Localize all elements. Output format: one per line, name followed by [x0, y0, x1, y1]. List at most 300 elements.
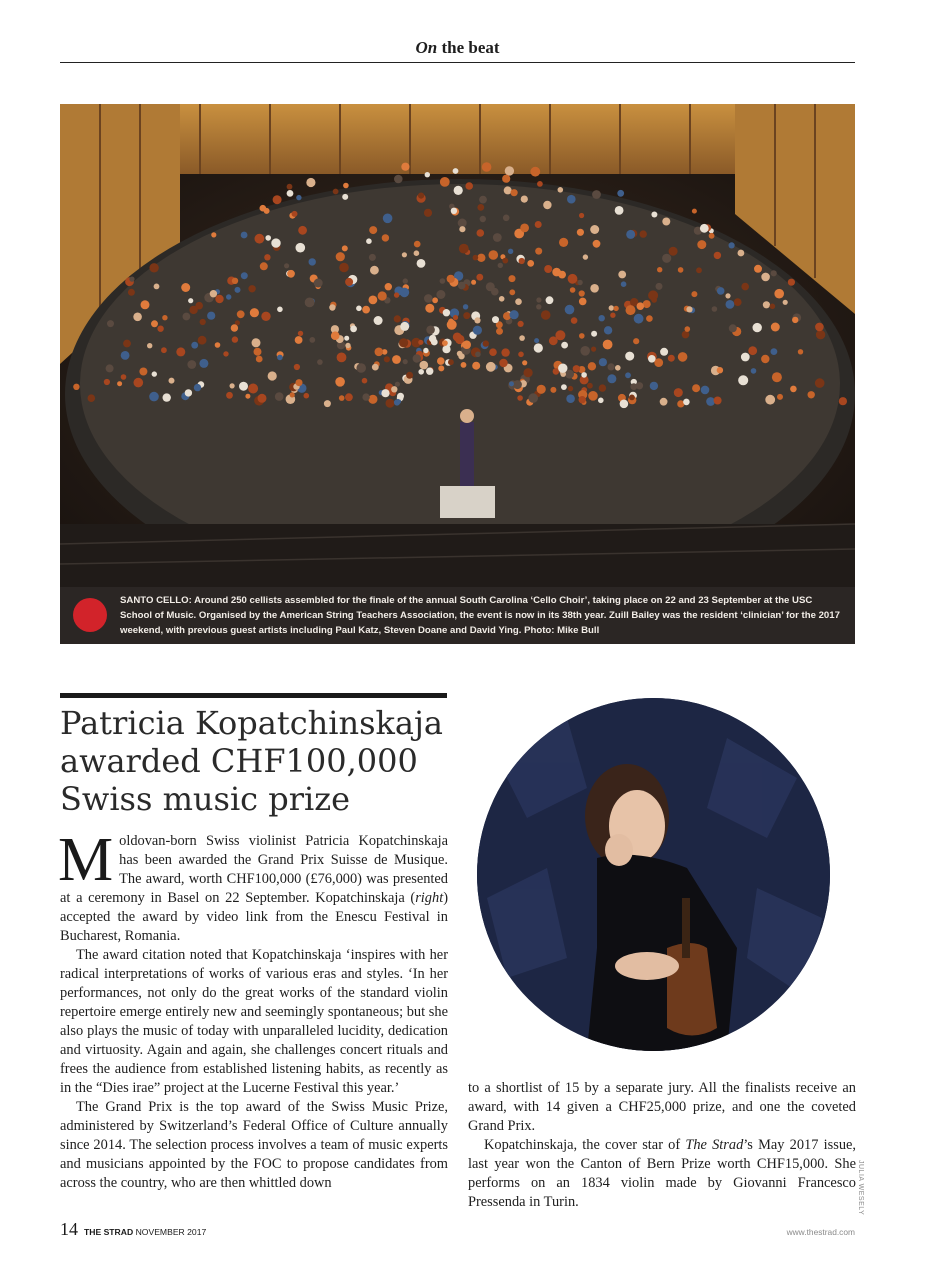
cellist-figure — [336, 252, 345, 261]
cellist-figure — [133, 313, 142, 322]
cellist-figure — [414, 241, 421, 248]
cellist-figure — [344, 336, 349, 341]
cellist-figure — [309, 258, 316, 265]
cellist-figure — [198, 336, 207, 345]
cellist-figure — [599, 358, 607, 366]
cellist-figure — [518, 352, 524, 358]
cellist-figure — [255, 234, 265, 244]
cellist-figure — [660, 348, 668, 356]
cellist-figure — [378, 291, 387, 300]
cellist-figure — [423, 348, 428, 353]
cellist-figure — [567, 195, 576, 204]
cellist-figure — [580, 346, 590, 356]
cellist-figure — [692, 384, 700, 392]
cellist-figure — [571, 317, 578, 324]
cellist-figure — [682, 331, 690, 339]
cellist-figure — [392, 355, 401, 364]
cellist-figure — [646, 315, 653, 322]
cellist-figure — [568, 386, 573, 391]
cellist-figure — [593, 240, 601, 248]
cellist-figure — [519, 258, 525, 264]
cellist-figure — [237, 310, 245, 318]
cellist-figure — [558, 187, 564, 193]
photo-credit: JULIA WESELY — [857, 1160, 864, 1216]
cellist-figure — [448, 359, 454, 365]
cellist-figure — [479, 196, 487, 204]
cellist-figure — [385, 283, 392, 290]
cellist-figure — [437, 357, 445, 365]
cellist-figure — [309, 337, 315, 343]
cellist-figure — [660, 398, 668, 406]
cellist-figure — [480, 216, 486, 222]
cellist-figure — [477, 204, 484, 211]
cellist-figure — [384, 356, 390, 362]
cellist-figure — [443, 309, 450, 316]
article-headline: Patricia Kopatchinskaja awarded CHF100,000 Swiss music prize — [60, 704, 443, 818]
cellist-figure — [573, 365, 580, 372]
cellist-figure — [121, 374, 127, 380]
cellist-figure — [748, 346, 757, 355]
cellist-figure — [414, 250, 420, 256]
cellist-figure — [290, 392, 295, 397]
cellist-figure — [753, 323, 762, 332]
cellist-figure — [403, 359, 408, 364]
cellist-figure — [561, 384, 567, 390]
cellist-figure — [486, 362, 496, 372]
cellist-figure — [640, 230, 647, 237]
cellist-figure — [248, 384, 258, 394]
cellist-figure — [489, 250, 499, 260]
cellist-figure — [617, 190, 624, 197]
cellist-figure — [534, 343, 543, 352]
cellist-figure — [152, 371, 157, 376]
cellist-figure — [696, 267, 702, 273]
cellist-figure — [345, 278, 353, 286]
cellist-figure — [482, 162, 492, 172]
cellist-figure — [629, 395, 635, 401]
cellist-figure — [413, 354, 421, 362]
cellist-figure — [200, 319, 206, 325]
cellist-figure — [117, 381, 122, 386]
cellist-figure — [599, 384, 606, 391]
cellist-figure — [729, 242, 735, 248]
cellist-figure — [451, 208, 457, 214]
cellist-figure — [402, 252, 407, 257]
cellist-figure — [701, 386, 710, 395]
cellist-figure — [550, 387, 556, 393]
cellist-figure — [657, 267, 662, 272]
cellist-figure — [588, 391, 598, 401]
cellist-figure — [591, 331, 597, 337]
cellist-figure — [463, 304, 468, 309]
cellist-figure — [615, 365, 621, 371]
cellist-figure — [121, 351, 130, 360]
cellist-figure — [521, 196, 528, 203]
cellist-figure — [425, 304, 434, 313]
cellist-figure — [706, 397, 715, 406]
cellist-figure — [417, 259, 426, 268]
cellist-figure — [162, 315, 167, 320]
cellist-figure — [391, 386, 397, 392]
cellist-figure — [394, 292, 399, 297]
p1-text-em: right — [415, 890, 444, 906]
cellist-figure — [570, 287, 576, 293]
cellist-figure — [625, 352, 634, 361]
p4-text-a: Kopatchinskaja, the cover star of — [484, 1137, 686, 1153]
cellist-figure — [499, 296, 505, 302]
cellist-figure — [128, 289, 135, 296]
cellist-figure — [426, 368, 433, 375]
cellist-figure — [370, 266, 379, 275]
cellist-figure — [662, 218, 670, 226]
cellist-figure — [394, 175, 403, 184]
cellist-figure — [256, 356, 263, 363]
cellist-figure — [442, 340, 448, 346]
cellist-figure — [461, 362, 467, 368]
cellist-figure — [486, 282, 495, 291]
cellist-figure — [568, 274, 578, 284]
cellist-figure — [232, 278, 238, 284]
cellist-figure — [343, 183, 349, 189]
cellist-figure — [277, 307, 283, 313]
cellist-figure — [374, 316, 383, 325]
drop-cap: M — [58, 826, 114, 894]
cellist-figure — [369, 226, 377, 234]
cellist-figure — [305, 298, 315, 308]
cellist-figure — [254, 348, 262, 356]
cellist-figure — [314, 279, 323, 288]
cellist-figure — [561, 342, 568, 349]
cellist-figure — [463, 312, 470, 319]
cellist-figure — [475, 352, 481, 358]
cellist-figure — [296, 243, 306, 253]
cellist-figure — [296, 379, 303, 386]
cellist-figure — [471, 280, 476, 285]
cellist-figure — [207, 312, 215, 320]
cellist-figure — [366, 238, 372, 244]
cellist-figure — [537, 385, 546, 394]
cellist-figure — [501, 348, 509, 356]
article-body-left — [58, 826, 448, 1193]
cellist-figure — [741, 353, 750, 362]
cellist-figure — [535, 248, 542, 255]
cellist-figure — [462, 340, 471, 349]
section-header — [60, 38, 855, 58]
cellist-figure — [498, 263, 503, 268]
cellist-figure — [345, 393, 353, 401]
cellist-figure — [248, 285, 255, 292]
cellist-figure — [265, 235, 271, 241]
cellist-figure — [151, 320, 158, 327]
cellist-figure — [268, 371, 277, 380]
cellist-figure — [738, 250, 745, 257]
cellist-figure — [577, 280, 582, 285]
cellist-figure — [615, 206, 624, 215]
caption-bar — [60, 587, 855, 644]
cellist-figure — [261, 312, 270, 321]
cellist-figure — [368, 395, 377, 404]
cellist-figure — [674, 388, 683, 397]
cellist-figure — [139, 368, 147, 376]
cellist-figure — [345, 343, 350, 348]
cellist-figure — [650, 382, 658, 390]
cellist-figure — [134, 378, 144, 388]
cellist-figure — [536, 297, 541, 302]
cellist-figure — [147, 343, 152, 348]
cellist-figure — [625, 372, 631, 378]
caption-bullet-icon — [73, 598, 107, 632]
cellist-figure — [395, 382, 400, 387]
cellist-figure — [154, 284, 160, 290]
cellist-figure — [406, 372, 413, 379]
section-header-rest: the beat — [441, 38, 500, 57]
cellist-figure — [472, 362, 480, 370]
cellist-figure — [630, 383, 637, 390]
cellist-figure — [579, 333, 585, 339]
cellist-figure — [431, 339, 438, 346]
cellist-figure — [543, 201, 551, 209]
cellist-figure — [610, 313, 615, 318]
cellist-figure — [149, 263, 158, 272]
cellist-figure — [230, 383, 235, 388]
cellist-figure — [339, 395, 345, 401]
cellist-figure — [459, 226, 465, 232]
cellist-figure — [668, 355, 675, 362]
cellist-figure — [241, 232, 248, 239]
cellist-figure — [381, 389, 389, 397]
cellist-figure — [536, 304, 541, 309]
cellist-figure — [654, 358, 663, 367]
cellist-figure — [245, 394, 250, 399]
cellist-figure — [618, 271, 626, 279]
orchestra-photo-illustration — [60, 104, 855, 587]
cellist-figure — [440, 177, 450, 187]
cellist-figure — [714, 252, 721, 259]
cellist-figure — [284, 263, 289, 268]
cellist-figure — [496, 328, 503, 335]
cellist-figure — [515, 298, 522, 305]
cellist-figure — [686, 306, 692, 312]
cellist-figure — [777, 394, 783, 400]
cellist-figure — [432, 297, 438, 303]
cellist-figure — [474, 317, 480, 323]
cellist-figure — [798, 349, 803, 354]
cellist-figure — [738, 375, 748, 385]
cellist-figure — [401, 163, 409, 171]
cellist-figure — [692, 209, 697, 214]
article-body-right — [468, 1079, 856, 1212]
cellist-figure — [324, 400, 331, 407]
cellist-figure — [774, 289, 784, 299]
cellist-figure — [544, 265, 552, 273]
cellist-figure — [459, 244, 469, 254]
cellist-figure — [418, 193, 424, 199]
article-paragraph-1 — [58, 826, 448, 946]
cellist-figure — [651, 212, 657, 218]
cellist-figure — [528, 393, 538, 403]
cellist-figure — [771, 348, 778, 355]
cellist-figure — [714, 397, 722, 405]
cellist-figure — [210, 290, 217, 297]
cellist-figure — [509, 289, 515, 295]
cellist-figure — [815, 378, 825, 388]
magazine-name: THE STRAD — [84, 1227, 134, 1237]
cellist-figure — [783, 300, 788, 305]
cellist-figure — [477, 254, 485, 262]
cellist-figure — [304, 393, 310, 399]
cellist-figure — [770, 304, 776, 310]
cellist-figure — [226, 294, 231, 299]
footer-publication — [84, 1227, 206, 1237]
cellist-figure — [356, 306, 362, 312]
cellist-figure — [169, 378, 175, 384]
cellist-figure — [626, 305, 636, 315]
cellist-figure — [250, 308, 259, 317]
cellist-figure — [453, 315, 458, 320]
cellist-figure — [141, 300, 150, 309]
cellist-figure — [458, 282, 466, 290]
cellist-figure — [566, 394, 575, 403]
cellist-figure — [577, 229, 584, 236]
cellist-figure — [129, 277, 134, 282]
cellist-figure — [511, 189, 518, 196]
cellist-figure — [88, 394, 96, 402]
cellist-figure — [579, 290, 585, 296]
cellist-figure — [447, 275, 455, 283]
cellist-figure — [678, 352, 688, 362]
cellist-figure — [149, 392, 159, 402]
cellist-figure — [590, 225, 599, 234]
cellist-figure — [294, 364, 300, 370]
cellist-figure — [579, 396, 586, 403]
cellist-figure — [535, 221, 542, 228]
portrait-photo — [477, 698, 830, 1051]
cellist-figure — [436, 290, 445, 299]
cellist-figure — [603, 340, 613, 350]
cellist-figure — [517, 395, 523, 401]
cellist-figure — [555, 330, 565, 340]
cellist-figure — [518, 321, 524, 327]
cellist-figure — [591, 347, 596, 352]
cellist-figure — [726, 300, 735, 309]
cellist-figure — [260, 262, 268, 270]
cellist-figure — [725, 293, 730, 298]
cellist-figure — [426, 326, 435, 335]
cellist-figure — [788, 279, 795, 286]
cello-choir-photo — [60, 104, 855, 644]
cellist-figure — [232, 336, 238, 342]
cellist-figure — [235, 287, 241, 293]
cellist-figure — [729, 324, 737, 332]
p1-text-b: ) accepted the award by video link from the Enescu Festival in Bucharest, Romania. — [60, 890, 448, 944]
cellist-figure — [717, 367, 723, 373]
cellist-figure — [199, 359, 208, 368]
violinist-portrait-illustration — [477, 698, 830, 1051]
cellist-figure — [457, 351, 463, 357]
cellist-figure — [183, 313, 191, 321]
cellist-figure — [333, 189, 339, 195]
cellist-figure — [634, 314, 644, 324]
cellist-figure — [583, 254, 588, 259]
cellist-figure — [489, 348, 497, 356]
cellist-figure — [503, 215, 510, 222]
cellist-figure — [420, 361, 429, 370]
cellist-figure — [350, 326, 357, 333]
cellist-figure — [712, 306, 718, 312]
cellist-figure — [771, 323, 780, 332]
cellist-figure — [508, 249, 513, 254]
p1-text-a: oldovan-born Swiss violinist Patricia Kopatchinskaja has been awarded the Grand Prix Suisse de Musique. The award, worth CHF100,000 (£76,000) was presented at a ceremony in Basel on 22 September. Kopatchinskaja ( — [60, 833, 448, 906]
cellist-figure — [372, 364, 379, 371]
cellist-figure — [685, 326, 691, 332]
cellist-figure — [541, 310, 551, 320]
cellist-figure — [537, 181, 543, 187]
cellist-figure — [546, 296, 554, 304]
cellist-figure — [599, 315, 605, 321]
cellist-figure — [513, 380, 522, 389]
cellist-figure — [211, 232, 216, 237]
cellist-figure — [362, 306, 370, 314]
cellist-figure — [754, 265, 762, 273]
cellist-figure — [185, 389, 192, 396]
cellist-figure — [339, 263, 349, 273]
cellist-figure — [317, 359, 323, 365]
cellist-figure — [453, 333, 462, 342]
cellist-figure — [329, 304, 335, 310]
cellist-figure — [356, 363, 366, 373]
page-number: 14 — [60, 1219, 78, 1239]
p4-text-em: The Strad — [685, 1137, 744, 1153]
cellist-figure — [504, 186, 512, 194]
cellist-figure — [287, 270, 295, 278]
cellist-figure — [383, 214, 393, 224]
cellist-figure — [394, 315, 401, 322]
cellist-figure — [509, 275, 516, 282]
cellist-figure — [587, 383, 593, 389]
cellist-figure — [287, 190, 294, 197]
cellist-figure — [656, 283, 663, 290]
cellist-figure — [588, 362, 596, 370]
photo-caption: SANTO CELLO: Around 250 cellists assembled for the finale of the annual South Carolina ‘Cello Choir’, taking place on 22 and 23 September at the USC School of Music. Organised by the American String Teachers Association, the event is now in its 38th year. Zuill Bailey was the resident ‘clinician’ for the 2017 weekend, with previous guest artists including Paul Katz, Steven Doane and David Ying. Photo: Mike Bull — [120, 595, 840, 636]
cellist-figure — [394, 399, 400, 405]
cellist-figure — [277, 355, 283, 361]
cellist-figure — [157, 326, 163, 332]
cellist-figure — [298, 226, 307, 235]
cellist-figure — [375, 348, 384, 357]
cellist-figure — [181, 283, 190, 292]
cellist-figure — [558, 364, 567, 373]
cellist-figure — [295, 336, 303, 344]
cellist-figure — [581, 372, 587, 378]
cellist-figure — [241, 272, 248, 279]
cellist-figure — [609, 305, 614, 310]
article-paragraph-3-continued: to a shortlist of 15 by a separate jury. All the finalists receive an award, with 14 given a CHF25,000 prize, and one the coveted Grand Prix. — [468, 1080, 856, 1134]
cellist-figure — [465, 182, 473, 190]
cellist-figure — [792, 317, 798, 323]
section-header-em: On — [415, 38, 438, 57]
cellist-figure — [231, 324, 238, 331]
cellist-figure — [691, 291, 697, 297]
cellist-figure — [626, 230, 635, 239]
cellist-figure — [188, 298, 193, 303]
cellist-figure — [477, 229, 485, 237]
cellist-figure — [499, 359, 507, 367]
cellist-figure — [613, 306, 618, 311]
cellist-figure — [296, 195, 301, 200]
cellist-figure — [697, 240, 706, 249]
cellist-figure — [509, 381, 514, 386]
cellist-figure — [342, 245, 348, 251]
